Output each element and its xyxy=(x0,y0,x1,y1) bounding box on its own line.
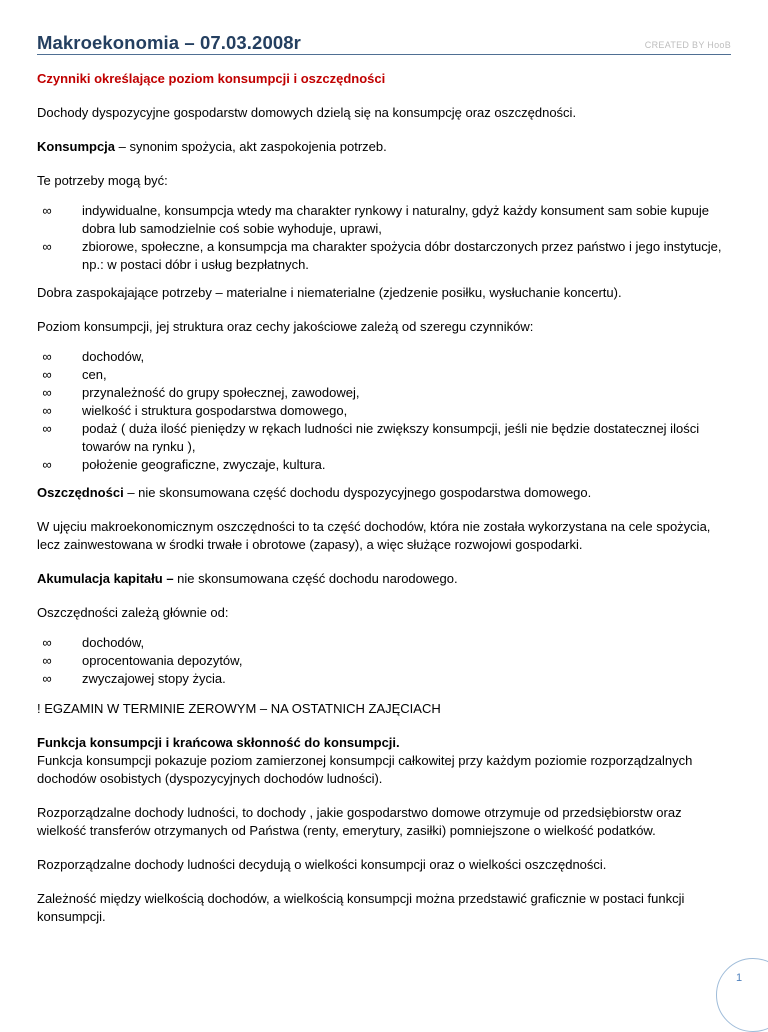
list-item xyxy=(37,456,728,474)
infinity-bullet-icon: ∞ xyxy=(42,367,52,382)
infinity-bullet-icon: ∞ xyxy=(42,385,52,400)
infinity-bullet-icon: ∞ xyxy=(42,349,52,364)
list-item xyxy=(37,238,728,274)
list-item xyxy=(37,348,728,366)
needs-list xyxy=(37,202,728,274)
infinity-bullet-icon: ∞ xyxy=(42,239,52,254)
paragraph-capital-accumulation xyxy=(37,570,728,588)
paragraph-needs-intro: Te potrzeby mogą być: xyxy=(37,173,168,188)
infinity-bullet-icon: ∞ xyxy=(42,203,52,218)
consumption-function-heading: Funkcja konsumpcji i krańcowa skłonność do konsumpcji. xyxy=(37,735,400,750)
infinity-bullet-icon: ∞ xyxy=(42,635,52,650)
infinity-bullet-icon: ∞ xyxy=(42,421,52,436)
term-akumulacja: Akumulacja kapitału – xyxy=(37,571,174,586)
definition-konsumpcja: – synonim spożycia, akt zaspokojenia potrzeb. xyxy=(115,139,387,154)
paragraph-goods: Dobra zaspokajające potrzeby – materialne i niematerialne (zjedzenie posiłku, wysłuchanie koncertu). xyxy=(37,285,622,300)
section-heading-consumption-factors: Czynniki określające poziom konsumpcji i oszczędności xyxy=(37,71,386,86)
list-item-text: oprocentowania depozytów, xyxy=(82,653,243,668)
page-number: 1 xyxy=(736,972,743,984)
list-item-text: położenie geograficzne, zwyczaje, kultura. xyxy=(82,457,326,472)
list-item xyxy=(37,670,728,688)
definition-akumulacja: nie skonsumowana część dochodu narodowego. xyxy=(173,571,458,586)
infinity-bullet-icon: ∞ xyxy=(42,403,52,418)
paragraph-savings-depend: Oszczędności zależą głównie od: xyxy=(37,605,229,620)
list-item-text: zwyczajowej stopy życia. xyxy=(82,671,226,686)
paragraph-income-decides: Rozporządzalne dochody ludności decydują o wielkości konsumpcji oraz o wielkości oszczędności. xyxy=(37,857,607,872)
list-item-text: dochodów, xyxy=(82,349,145,364)
infinity-bullet-icon: ∞ xyxy=(42,653,52,668)
infinity-bullet-icon: ∞ xyxy=(42,457,52,472)
paragraph-disposable-income-definition: Rozporządzalne dochody ludności, to dochody , jakie gospodarstwo domowe otrzymuje od przedsiębiorstw oraz wielkość transferów otrzymanych od Państwa (renty, emerytury, zasiłki) pomniejszone o wielkość podatków. xyxy=(37,805,682,838)
savings-factors-list xyxy=(37,634,728,688)
infinity-bullet-icon: ∞ xyxy=(42,671,52,686)
document-title: Makroekonomia – 07.03.2008r xyxy=(37,32,301,53)
list-item-text: cen, xyxy=(82,367,107,382)
list-item-text: zbiorowe, społeczne, a konsumpcja ma charakter spożycia dóbr dostarczonych przez państwo i jego instytucje, np.: w postaci dóbr i usług bezpłatnych. xyxy=(82,239,722,272)
list-item-text: przynależność do grupy społecznej, zawodowej, xyxy=(82,385,360,400)
document-body xyxy=(37,70,728,942)
page-header xyxy=(37,30,731,55)
paragraph-macro-savings: W ujęciu makroekonomicznym oszczędności to ta część dochodów, która nie została wykorzystana na cele spożycia, lecz zainwestowana w środki trwałe i obrotowe (zapasy), a więc służące rozwojowi gospodarki. xyxy=(37,519,711,552)
list-item xyxy=(37,402,728,420)
term-konsumpcja: Konsumpcja xyxy=(37,139,116,154)
list-item-text: wielkość i struktura gospodarstwa domowego, xyxy=(82,403,348,418)
list-item xyxy=(37,202,728,238)
paragraph-factors-intro: Poziom konsumpcji, jej struktura oraz cechy jakościowe zależą od szeregu czynników: xyxy=(37,319,534,334)
paragraph-exam-note: ! EGZAMIN W TERMINIE ZEROWYM – NA OSTATNICH ZAJĘCIACH xyxy=(37,701,441,716)
list-item-text: dochodów, xyxy=(82,635,145,650)
consumption-function-text: Funkcja konsumpcji pokazuje poziom zamierzonej konsumpcji całkowitej przy każdym poziomie rozporządzalnych dochodów osobistych (dyspozycyjnych dochodów ludności). xyxy=(37,753,693,786)
created-by-label: CREATED BY HooB xyxy=(644,40,731,50)
list-item xyxy=(37,420,728,456)
paragraph-consumption-definition xyxy=(37,138,728,156)
list-item xyxy=(37,652,728,670)
definition-oszczednosci: – nie skonsumowana część dochodu dyspozycyjnego gospodarstwa domowego. xyxy=(123,485,592,500)
paragraph-graphical-relation: Zależność między wielkością dochodów, a wielkością konsumpcji można przedstawić graficznie w postaci funkcji konsumpcji. xyxy=(37,891,685,924)
paragraph-disposable-income: Dochody dyspozycyjne gospodarstw domowych dzielą się na konsumpcję oraz oszczędności. xyxy=(37,105,577,120)
list-item xyxy=(37,366,728,384)
list-item-text: indywidualne, konsumpcja wtedy ma charakter rynkowy i naturalny, gdyż każdy konsument sam sobie kupuje dobra lub samodzielnie coś sobie wyhoduje, uprawi, xyxy=(82,203,709,236)
list-item xyxy=(37,634,728,652)
page-number-circle xyxy=(716,958,768,1032)
factors-list xyxy=(37,348,728,474)
list-item xyxy=(37,384,728,402)
list-item-text: podaż ( duża ilość pieniędzy w rękach ludności nie zwiększy konsumpcji, jeśli nie będzie dostatecznej ilości towarów na rynku ), xyxy=(82,421,700,454)
paragraph-savings-definition xyxy=(37,484,728,502)
paragraph-consumption-function xyxy=(37,734,728,788)
term-oszczednosci: Oszczędności xyxy=(37,485,124,500)
